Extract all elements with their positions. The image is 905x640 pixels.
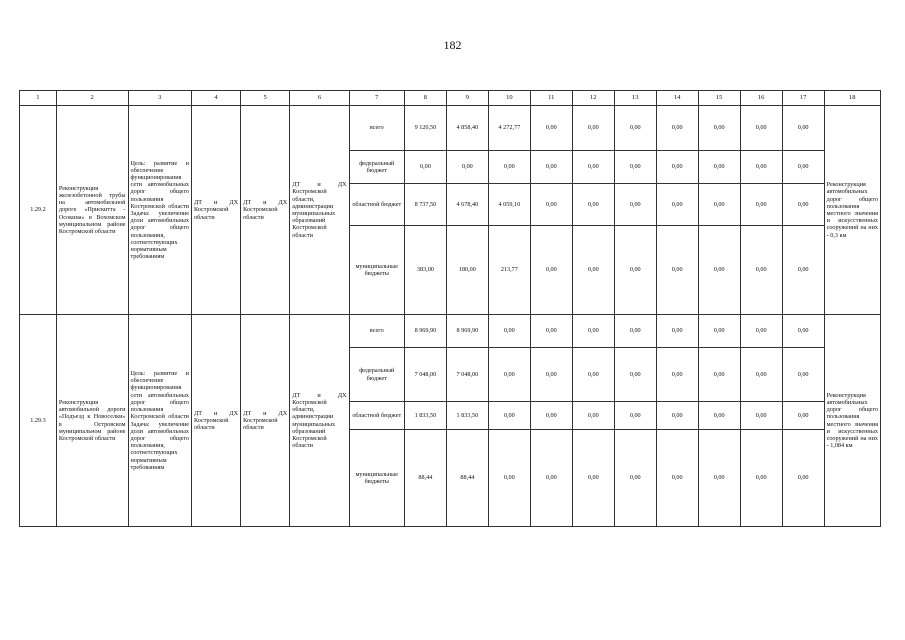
funding-value: 0,00: [782, 315, 824, 348]
funding-value: 0,00: [530, 106, 572, 151]
row-number: 1.29.2: [20, 106, 57, 315]
funding-value: 0,00: [740, 151, 782, 184]
funding-value: 0,00: [740, 348, 782, 402]
funding-value: 0,00: [782, 226, 824, 315]
funding-value: 4 272,77: [488, 106, 530, 151]
funding-source-label: федеральный бюджет: [349, 151, 404, 184]
funding-value: 1 833,50: [446, 402, 488, 430]
header-cell: 17: [782, 91, 824, 106]
funding-value: 0,00: [740, 106, 782, 151]
funding-value: 0,00: [782, 402, 824, 430]
row-number: 1.29.3: [20, 315, 57, 527]
header-cell: 10: [488, 91, 530, 106]
coexecutor-cell: ДТ и ДХ Костромской области: [241, 106, 290, 315]
funding-value: 0,00: [740, 315, 782, 348]
funding-source-label: федеральный бюджет: [349, 348, 404, 402]
funding-source-label: муниципальные бюджеты: [349, 226, 404, 315]
funding-value: 4 858,40: [446, 106, 488, 151]
funding-value: 0,00: [614, 106, 656, 151]
page-number: 182: [443, 38, 462, 52]
event-name: Реконструкция железобетонной трубы на автомобильной дороге «Прискитта - Осокина» в Вохомском муниципальном районе Костромской области: [56, 106, 128, 315]
funding-value: 0,00: [572, 402, 614, 430]
header-cell: 3: [128, 91, 191, 106]
funding-value: 0,00: [740, 226, 782, 315]
header-cell: 6: [290, 91, 349, 106]
funding-value: 0,00: [614, 315, 656, 348]
funding-value: 0,00: [446, 151, 488, 184]
funding-value: 0,00: [656, 430, 698, 527]
header-cell: 15: [698, 91, 740, 106]
funding-value: 0,00: [488, 151, 530, 184]
funding-value: 0,00: [698, 151, 740, 184]
header-cell: 2: [56, 91, 128, 106]
funding-value: 0,00: [698, 226, 740, 315]
funding-value: 0,00: [572, 106, 614, 151]
funding-source-label: муниципальные бюджеты: [349, 430, 404, 527]
header-cell: 8: [404, 91, 446, 106]
funding-value: 88,44: [404, 430, 446, 527]
funding-source-label: всего: [349, 106, 404, 151]
funding-value: 0,00: [740, 430, 782, 527]
expected-result: Реконструкция автомобильных дорог общего пользования местного значения и искусственных сооружений на них - 0,3 км: [824, 106, 880, 315]
funding-value: 0,00: [488, 315, 530, 348]
funding-value: 8 737,50: [404, 184, 446, 226]
funding-value: 383,00: [404, 226, 446, 315]
executor-cell: ДТ и ДХ Костромской области: [191, 106, 240, 315]
funding-value: 0,00: [530, 348, 572, 402]
funding-value: 0,00: [698, 430, 740, 527]
funding-value: 0,00: [572, 226, 614, 315]
funding-value: 0,00: [614, 348, 656, 402]
funding-value: 7 048,00: [404, 348, 446, 402]
header-cell: 4: [191, 91, 240, 106]
funding-value: 0,00: [404, 151, 446, 184]
funding-value: 0,00: [530, 315, 572, 348]
executor-cell: ДТ и ДХ Костромской области: [191, 315, 240, 527]
funding-value: 0,00: [698, 402, 740, 430]
funding-source-label: всего: [349, 315, 404, 348]
funding-value: 4 059,10: [488, 184, 530, 226]
header-cell: 18: [824, 91, 880, 106]
funding-value: 0,00: [698, 315, 740, 348]
expected-result: Реконструкция автомобильных дорог общего пользования местного значения и искусственных сооружений на них - 1,084 км: [824, 315, 880, 527]
funding-value: 0,00: [656, 184, 698, 226]
funding-value: 0,00: [614, 184, 656, 226]
funding-value: 0,00: [698, 106, 740, 151]
funding-value: 0,00: [530, 430, 572, 527]
funding-value: 0,00: [656, 348, 698, 402]
program-table: [19, 90, 881, 527]
funding-value: 0,00: [782, 151, 824, 184]
funding-value: 0,00: [782, 184, 824, 226]
header-cell: 5: [241, 91, 290, 106]
funding-value: 0,00: [530, 151, 572, 184]
header-cell: 9: [446, 91, 488, 106]
funding-value: 8 969,90: [446, 315, 488, 348]
funding-value: 1 833,50: [404, 402, 446, 430]
header-cell: 11: [530, 91, 572, 106]
funding-value: 8 969,90: [404, 315, 446, 348]
funding-value: 0,00: [740, 184, 782, 226]
funding-value: 0,00: [698, 348, 740, 402]
funding-value: 4 678,40: [446, 184, 488, 226]
funding-value: 0,00: [614, 402, 656, 430]
header-cell: 13: [614, 91, 656, 106]
funding-value: 0,00: [530, 184, 572, 226]
header-cell: 16: [740, 91, 782, 106]
table-row: [20, 315, 881, 348]
funding-value: 0,00: [614, 430, 656, 527]
funding-source-label: областной бюджет: [349, 402, 404, 430]
funding-value: 0,00: [572, 315, 614, 348]
coexecutor-cell: ДТ и ДХ Костромской области: [241, 315, 290, 527]
funding-value: 88,44: [446, 430, 488, 527]
header-row: [20, 91, 881, 106]
header-cell: 1: [20, 91, 57, 106]
event-name: Реконструкция автомобильной дороги «Подъезд к Новоселки» в Островском муниципальном районе Костромской области: [56, 315, 128, 527]
goal-task: Цель: развитие и обеспечение функционирования сети автомобильных дорог общего пользования Костромской области Задача: увеличение доли автомобильных дорог общего пользования, соответствующих нормативным требованиям: [128, 315, 191, 527]
funding-source-label: областной бюджет: [349, 184, 404, 226]
funding-value: 0,00: [782, 106, 824, 151]
funding-value: 7 048,00: [446, 348, 488, 402]
funding-value: 0,00: [530, 402, 572, 430]
funding-value: 0,00: [572, 184, 614, 226]
participants-cell: ДТ и ДХ Костромской области, администрации муниципальных образований Костромской области: [290, 315, 349, 527]
funding-value: 180,00: [446, 226, 488, 315]
participants-cell: ДТ и ДХ Костромской области, администрации муниципальных образований Костромской области: [290, 106, 349, 315]
funding-value: 0,00: [656, 402, 698, 430]
funding-value: 0,00: [530, 226, 572, 315]
funding-value: 0,00: [488, 348, 530, 402]
funding-value: 0,00: [656, 315, 698, 348]
funding-value: 0,00: [656, 226, 698, 315]
header-cell: 12: [572, 91, 614, 106]
funding-value: 0,00: [740, 402, 782, 430]
funding-value: 213,77: [488, 226, 530, 315]
funding-value: 0,00: [698, 184, 740, 226]
funding-value: 0,00: [656, 151, 698, 184]
funding-value: 9 120,50: [404, 106, 446, 151]
goal-task: Цель: развитие и обеспечение функционирования сети автомобильных дорог общего пользования Костромской области Задача: увеличение доли автомобильных дорог общего пользования, соответствующих нормативным требованиям: [128, 106, 191, 315]
header-cell: 7: [349, 91, 404, 106]
funding-value: 0,00: [572, 151, 614, 184]
header-cell: 14: [656, 91, 698, 106]
funding-value: 0,00: [488, 430, 530, 527]
funding-value: 0,00: [572, 348, 614, 402]
table-row: [20, 106, 881, 151]
funding-value: 0,00: [572, 430, 614, 527]
funding-value: 0,00: [656, 106, 698, 151]
funding-value: 0,00: [488, 402, 530, 430]
funding-value: 0,00: [782, 348, 824, 402]
funding-value: 0,00: [614, 151, 656, 184]
funding-value: 0,00: [614, 226, 656, 315]
funding-value: 0,00: [782, 430, 824, 527]
